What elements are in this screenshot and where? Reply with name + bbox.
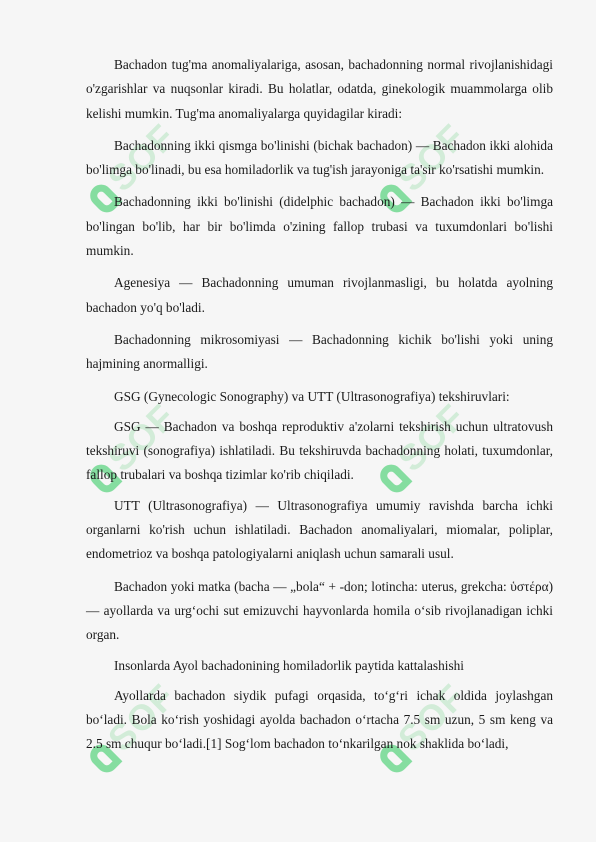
watermark-text: SOF [389,115,474,200]
paragraph: Bachadonning ikki qismga bo'linishi (bichak bachadon) — Bachadon ikki alohida bo'limga bo'linadi, bu esa homiladorlik va tug'ish jarayoniga ta'sir ko'rsatishi mumkin. [86,137,553,178]
document-page [86,53,553,765]
paragraph: Ayollarda bachadon siydik pufagi orqasida, to‘g‘ri ichak oldida joylashgan bo‘ladi. Bola ko‘rish yoshidagi ayolda bachadon o‘rtacha 7.5 sm uzun, 5 sm keng va 2.5 sm chuqur bo‘ladi.[1] Sog‘lom bachadon to‘nkarilgan nok shaklida bo‘ladi, [86,687,553,752]
paragraph: Bachadonning mikrosomiyasi — Bachadonning kichik bo'lishi yoki uning hajmining anormalligi. [86,331,553,372]
paragraph: Bachadonning ikki bo'linishi (didelphic bachadon) — Bachadon ikki bo'limga bo'lingan bo'lib, har bir bo'limda o'zining fallop trubasi va tuxumdonlari bo'lishi mumkin. [86,194,553,259]
watermark-text: SOF [389,675,474,760]
paragraph: UTT (Ultrasonografiya) — Ultrasonografiya umumiy ravishda barcha ichki organlarni ko'rish uchun ishlatiladi. Bachadon anomaliyalari, miomalar, poliplar, endometrioz va boshqa patologiyalarni aniqlash uchun samarali usul. [86,497,553,562]
section-heading: GSG (Gynecologic Sonography) va UTT (Ultrasonografiya) tekshiruvlari: [114,388,510,404]
watermark-text: SOF [99,115,184,200]
paragraph: Bachadon tug'ma anomaliyalariga, asosan, bachadonning normal rivojlanishidagi o'zgarishlar va nuqsonlar kiradi. Bu holatlar, odatda, ginekologik muammolarga olib kelishi mumkin. Tug'ma anomaliyalarga quyidagilar kiradi: [86,57,553,121]
watermark-text: SOF [389,395,474,480]
subheading: Insonlarda Ayol bachadonining homiladorlik paytida kattalashishi [114,657,464,673]
paragraph: GSG — Bachadon va boshqa reproduktiv a'zolarni tekshirish uchun ultratovush tekshiruvi (sonografiya) ishlatiladi. Bu tekshiruvda bachadonning holati, tuxumdonlar, fallop trubalari va boshqa tizimlar ko'rib chiqiladi. [86,418,553,483]
paragraph: Agenesiya — Bachadonning umuman rivojlanmasligi, bu holatda ayolning bachadon yo'q bo'ladi. [86,275,553,315]
watermark-text: SOF [99,675,184,760]
watermark-text: SOF [99,395,184,480]
paragraph: Bachadon yoki matka (bacha — „bola“ + -don; lotincha: uterus, grekcha: ὑστέρα) — ayollarda va urg‘ochi sut emizuvchi hayvonlarda homila o‘sib rivojlanadigan ichki organ. [86,578,553,643]
